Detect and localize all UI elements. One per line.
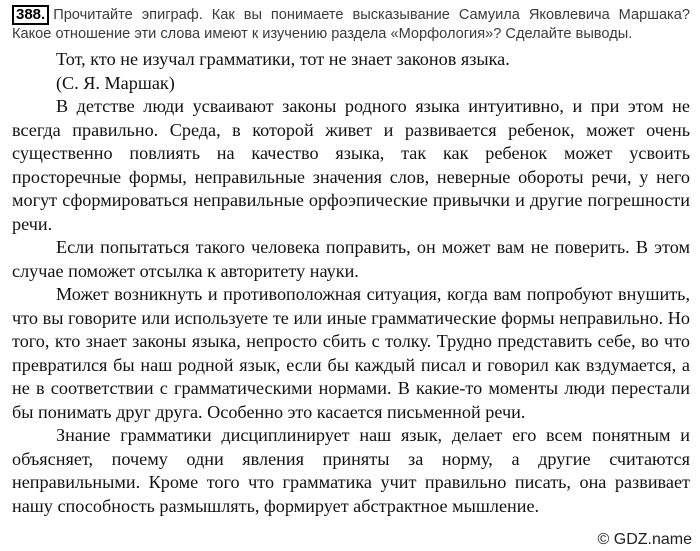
task-number: 388. <box>12 5 49 25</box>
task-instruction: Прочитайте эпиграф. Как вы понимаете высказывание Самуила Яковлевича Маршака? Какое отношение эти слова имеют к изучению раздела «Морфология»? Сделайте выводы. <box>12 7 690 42</box>
watermark: © GDZ.name <box>594 531 692 549</box>
task-block <box>12 5 690 44</box>
paragraph-4: Знание грамматики дисциплинирует наш язык, делает его всем понятным и объясняет, почему одни явления приняты за норму, а другие считаются неправильными. Кроме того что грамматика учит правильно писать, она развивает нашу способность размышлять, формирует абстрактное мышление. <box>12 425 690 516</box>
paragraph-2: Если попытаться такого человека поправить, он может вам не поверить. В этом случае поможет отсылка к авторитету науки. <box>12 237 690 281</box>
paragraph-1: В детстве люди усваивают законы родного языка интуитивно, и при этом не всегда правильно. Среда, в которой живет и развивается ребенок, может очень существенно повлиять на качество языка, так как ребенок может усвоить просторечные формы, неправильные значения слов, неверные обороты речи, у него могут сформироваться неправильные орфоэпические привычки и другие погрешности речи. <box>12 96 690 234</box>
epigraph-author: (С. Я. Маршак) <box>56 72 175 93</box>
epigraph-quote: Тот, кто не изучал грамматики, тот не знает законов языка. <box>56 49 510 69</box>
answer-text <box>12 48 690 518</box>
paragraph-3: Может возникнуть и противоположная ситуация, когда вам попробуют внушить, что вы говорите или используете те или иные грамматические формы неправильно. Но того, кто знает законы языка, непросто сбить с толку. Трудно представить себе, во что превратился бы наш родной язык, если бы каждый писал и говорил как вздумается, а не в соответствии с грамматическими нормами. В какие-то моменты люди перестали бы понимать друг друга. Особенно это касается письменной речи. <box>12 284 690 422</box>
